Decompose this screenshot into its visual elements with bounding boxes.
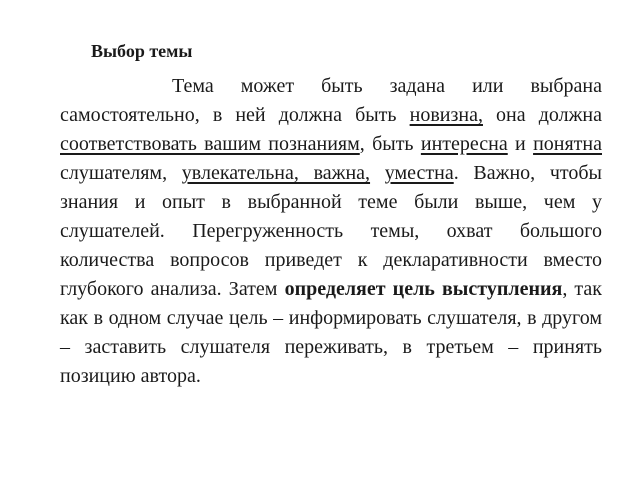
underlined-term-novizna: новизна, <box>409 104 483 126</box>
bold-term-opredelyaet: определяет цель выступления <box>284 278 563 300</box>
text-segment: она должна <box>482 104 602 126</box>
section-heading: Выбор темы <box>91 41 193 61</box>
underlined-term-uvlekatelna: увлекательна, важна, <box>181 162 371 184</box>
underlined-term-ponyatna: понятна <box>533 133 602 155</box>
text-segment <box>370 162 385 184</box>
text-segment: , так как в одном случае цель – информировать слушателя, в другом – заставить слушателя переживать, в третьем – принять позицию автора. <box>60 278 602 387</box>
text-segment: . Важно, чтобы знания и опыт в выбранной теме были выше, чем у слушателей. Перегруженность темы, охват большого количества вопросов приведет к декларативности вместо глубокого анализа. Затем <box>60 162 602 300</box>
underlined-term-interesna: интересна <box>420 133 508 155</box>
body-paragraph <box>60 72 602 391</box>
text-segment: , быть <box>359 133 421 155</box>
text-segment: слушателям, <box>60 162 182 184</box>
text-segment: и <box>507 133 534 155</box>
text-segment: Тема может быть задана или выбрана самостоятельно, в ней должна быть <box>60 75 602 126</box>
underlined-term-sootvetstvovat: соответствовать вашим познаниям <box>60 133 360 155</box>
underlined-term-umestna: уместна <box>384 162 454 184</box>
